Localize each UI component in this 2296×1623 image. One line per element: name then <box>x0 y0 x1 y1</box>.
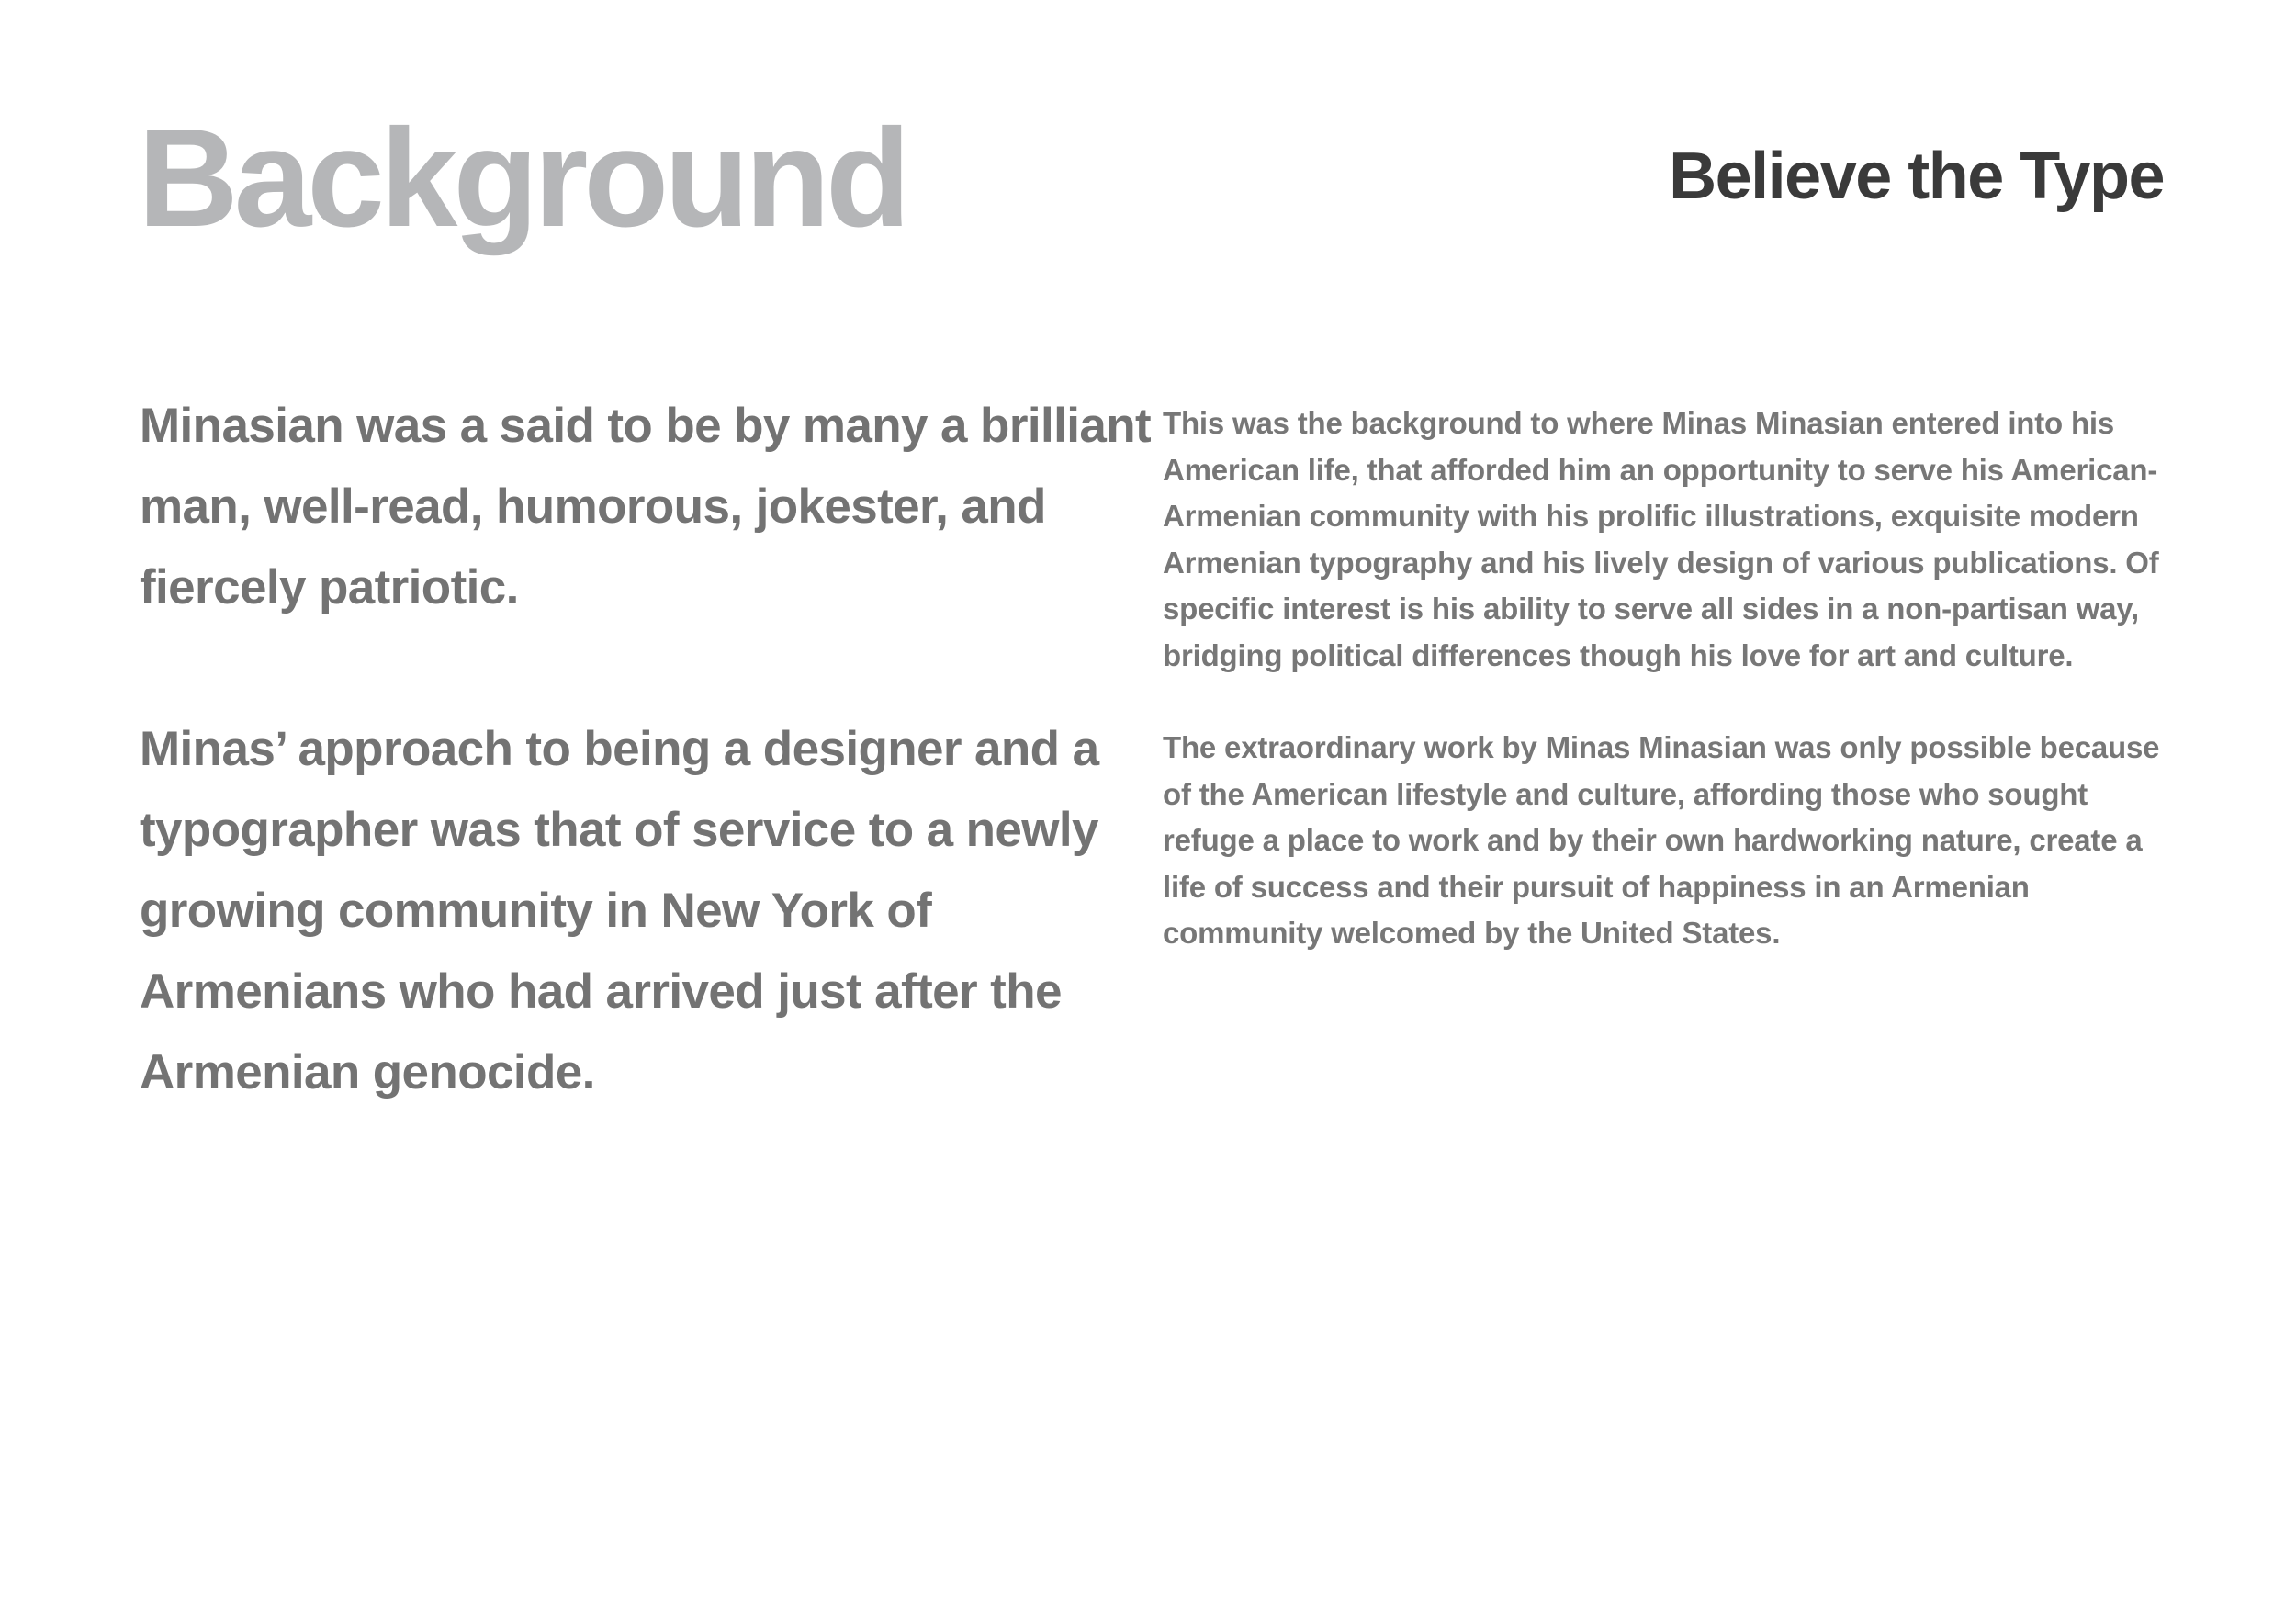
lead-paragraph-2: Minas’ approach to being a designer and a typographer was that of service to a newly growing community in New York of Armenians who had arrived just after the Armenian genocide. <box>140 722 1099 1099</box>
lead-column <box>140 386 1159 1113</box>
lead-paragraph-1: Minasian was a said to be by many a brilliant man, well-read, humorous, jokester, and fiercely patriotic. <box>140 399 1152 614</box>
brand-title: Believe the Type <box>1669 140 2164 213</box>
page-title: Background <box>138 100 906 256</box>
body-paragraph-1: This was the background to where Minas Minasian entered into his American life, that afforded him an opportunity to serve his American-Armenian community with his prolific illustrations, exquisite modern Armenian typography and his lively design of various publications. Of specific interest is his ability to serve all sides in a non-partisan way, bridging political differences though his love for art and culture. <box>1163 406 2159 672</box>
body-column <box>1163 400 2182 957</box>
body-paragraph-2: The extraordinary work by Minas Minasian was only possible because of the American lifestyle and culture, affording those who sought refuge a place to work and by their own hardworking nature, create a life of success and their pursuit of happiness in an Armenian community welcomed by the United States. <box>1163 730 2160 950</box>
